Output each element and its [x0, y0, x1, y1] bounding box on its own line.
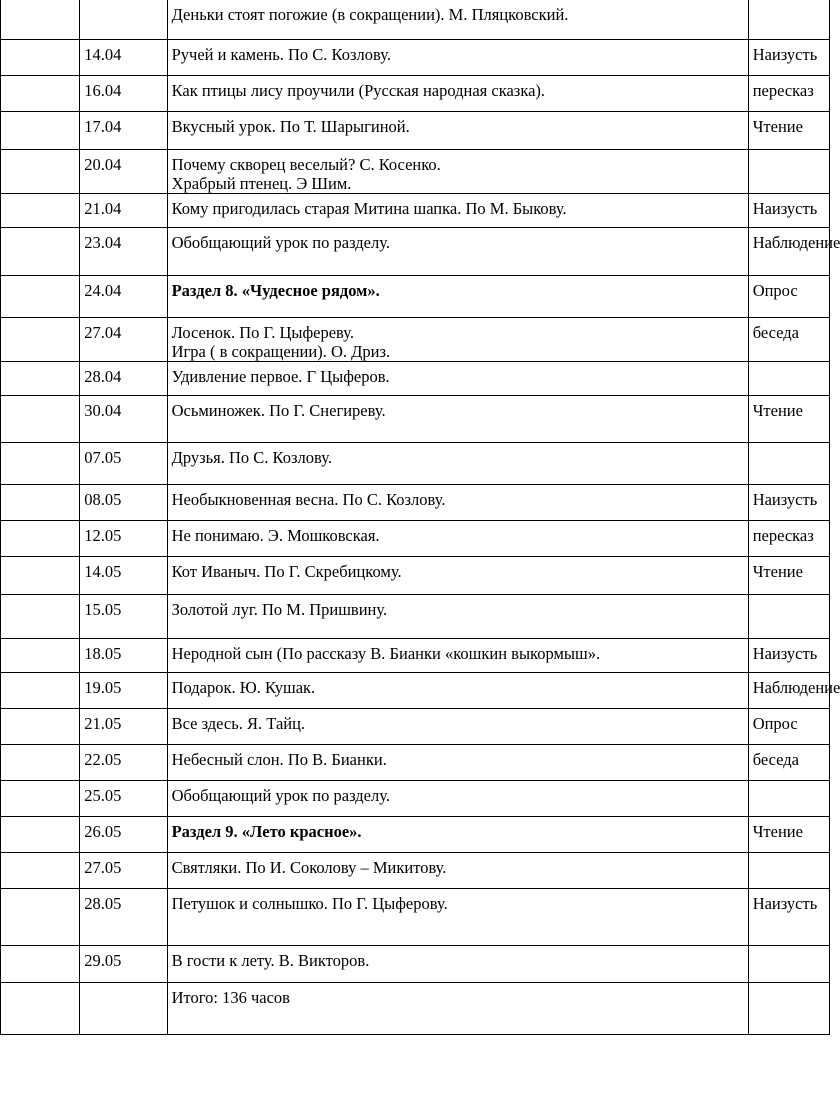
control-form-cell: Наизусть [748, 639, 829, 673]
date-cell: 20.04 [80, 150, 167, 194]
topic-cell [167, 521, 748, 557]
date-cell: 27.05 [80, 853, 167, 889]
topic-line: В гости к лету. В. Викторов. [171, 951, 370, 970]
topic-cell [167, 889, 748, 946]
control-form-cell [748, 150, 829, 194]
table-row [1, 443, 830, 485]
row-number-cell [1, 709, 80, 745]
control-form-cell: Наизусть [748, 889, 829, 946]
control-form-cell [748, 983, 829, 1035]
row-number-cell [1, 194, 80, 228]
topic-cell [167, 396, 748, 443]
date-cell: 07.05 [80, 443, 167, 485]
date-cell: 28.05 [80, 889, 167, 946]
topic-cell [167, 318, 748, 362]
topic-line: Друзья. По С. Козлову. [171, 448, 332, 467]
table-row [1, 983, 830, 1035]
topic-cell [167, 557, 748, 595]
control-form-cell [748, 0, 829, 40]
topic-cell [167, 194, 748, 228]
table-row [1, 40, 830, 76]
row-number-cell [1, 443, 80, 485]
topic-line: Кот Иваныч. По Г. Скребицкому. [171, 562, 402, 581]
topic-line: Почему скворец веселый? С. Косенко. [171, 155, 441, 174]
row-number-cell [1, 521, 80, 557]
control-form-cell: Опрос [748, 276, 829, 318]
topic-line: Петушок и солнышко. По Г. Цыферову. [171, 894, 448, 913]
topic-line: Обобщающий урок по разделу. [171, 786, 390, 805]
topic-line: Ручей и камень. По С. Козлову. [171, 45, 391, 64]
date-cell: 12.05 [80, 521, 167, 557]
control-form-cell: Наизусть [748, 40, 829, 76]
topic-cell [167, 228, 748, 276]
topic-cell [167, 709, 748, 745]
topic-line: Необыкновенная весна. По С. Козлову. [171, 490, 446, 509]
control-form-cell: Чтение [748, 817, 829, 853]
topic-cell [167, 639, 748, 673]
control-form-cell: Наизусть [748, 485, 829, 521]
control-form-cell: беседа [748, 318, 829, 362]
date-cell: 14.04 [80, 40, 167, 76]
topic-cell [167, 485, 748, 521]
date-cell: 25.05 [80, 781, 167, 817]
table-row [1, 194, 830, 228]
topic-cell [167, 781, 748, 817]
control-form-cell: Наблюдение [748, 228, 829, 276]
control-form-cell: Чтение [748, 112, 829, 150]
control-form-cell: пересказ [748, 521, 829, 557]
table-row [1, 781, 830, 817]
table-row [1, 745, 830, 781]
control-form-cell [748, 946, 829, 983]
row-number-cell [1, 946, 80, 983]
date-cell: 24.04 [80, 276, 167, 318]
topic-line: Кому пригодилась старая Митина шапка. По М. Быкову. [171, 199, 567, 218]
control-form-cell [748, 595, 829, 639]
topic-cell [167, 0, 748, 40]
section-heading-cell [167, 817, 748, 853]
row-number-cell [1, 983, 80, 1035]
topic-cell [167, 745, 748, 781]
topic-cell [167, 595, 748, 639]
topic-line: Деньки стоят погожие (в сокращении). М. Пляцковский. [171, 5, 569, 24]
topic-line: Раздел 9. «Лето красное». [171, 822, 362, 841]
table-row [1, 595, 830, 639]
date-cell: 15.05 [80, 595, 167, 639]
lesson-plan-body [1, 0, 840, 1035]
topic-line: Золотой луг. По М. Пришвину. [171, 600, 388, 619]
topic-cell [167, 853, 748, 889]
topic-cell [167, 983, 748, 1035]
row-number-cell [1, 853, 80, 889]
row-number-cell [1, 557, 80, 595]
row-number-cell [1, 889, 80, 946]
control-form-cell: беседа [748, 745, 829, 781]
table-row [1, 318, 830, 362]
table-row [1, 853, 830, 889]
row-number-cell [1, 817, 80, 853]
date-cell: 19.05 [80, 673, 167, 709]
row-number-cell [1, 276, 80, 318]
date-cell: 21.04 [80, 194, 167, 228]
control-form-cell: Чтение [748, 396, 829, 443]
date-cell: 27.04 [80, 318, 167, 362]
table-row [1, 76, 830, 112]
topic-cell [167, 150, 748, 194]
table-row [1, 946, 830, 983]
date-cell: 16.04 [80, 76, 167, 112]
row-number-cell [1, 396, 80, 443]
row-number-cell [1, 150, 80, 194]
topic-line: Итого: 136 часов [171, 988, 290, 1007]
table-row [1, 521, 830, 557]
date-cell: 17.04 [80, 112, 167, 150]
control-form-cell: пересказ [748, 76, 829, 112]
date-cell [80, 983, 167, 1035]
date-cell: 23.04 [80, 228, 167, 276]
table-row [1, 889, 830, 946]
row-number-cell [1, 0, 80, 40]
topic-line: Осьминожек. По Г. Снегиреву. [171, 401, 386, 420]
control-form-cell: Чтение [748, 557, 829, 595]
topic-cell [167, 443, 748, 485]
topic-line: Вкусный урок. По Т. Шарыгиной. [171, 117, 410, 136]
table-row [1, 557, 830, 595]
table-row [1, 485, 830, 521]
row-number-cell [1, 76, 80, 112]
table-row [1, 0, 830, 40]
table-row [1, 396, 830, 443]
row-number-cell [1, 745, 80, 781]
row-number-cell [1, 595, 80, 639]
control-form-cell: Наизусть [748, 194, 829, 228]
date-cell: 30.04 [80, 396, 167, 443]
control-form-cell [748, 781, 829, 817]
date-cell: 08.05 [80, 485, 167, 521]
topic-line: Удивление первое. Г Цыферов. [171, 367, 390, 386]
topic-cell [167, 673, 748, 709]
control-form-cell: Наблюдение [748, 673, 829, 709]
control-form-cell [748, 362, 829, 396]
topic-line: Как птицы лису проучили (Русская народная сказка). [171, 81, 546, 100]
control-form-cell [748, 443, 829, 485]
date-cell: 14.05 [80, 557, 167, 595]
control-form-cell: Опрос [748, 709, 829, 745]
topic-line: Святляки. По И. Соколову – Микитову. [171, 858, 447, 877]
row-number-cell [1, 228, 80, 276]
date-cell: 26.05 [80, 817, 167, 853]
table-row [1, 228, 830, 276]
topic-line: Лосенок. По Г. Цыфереву. [171, 323, 354, 342]
topic-cell [167, 112, 748, 150]
table-row [1, 709, 830, 745]
topic-line: Игра ( в сокращении). О. Дриз. [171, 342, 391, 361]
row-number-cell [1, 781, 80, 817]
table-row [1, 817, 830, 853]
topic-line: Неродной сын (По рассказу В. Бианки «кошкин выкормыш». [171, 644, 601, 663]
row-number-cell [1, 318, 80, 362]
topic-cell [167, 76, 748, 112]
row-number-cell [1, 112, 80, 150]
control-form-cell [748, 853, 829, 889]
table-row [1, 112, 830, 150]
date-cell: 22.05 [80, 745, 167, 781]
date-cell: 21.05 [80, 709, 167, 745]
row-number-cell [1, 40, 80, 76]
date-cell: 28.04 [80, 362, 167, 396]
topic-line: Храбрый птенец. Э Шим. [171, 174, 352, 193]
section-heading-cell [167, 276, 748, 318]
date-cell: 18.05 [80, 639, 167, 673]
topic-line: Не понимаю. Э. Мошковская. [171, 526, 380, 545]
topic-cell [167, 946, 748, 983]
topic-line: Раздел 8. «Чудесное рядом». [171, 281, 380, 300]
topic-cell [167, 362, 748, 396]
date-cell [80, 0, 167, 40]
table-row [1, 150, 830, 194]
topic-line: Обобщающий урок по разделу. [171, 233, 390, 252]
topic-line: Небесный слон. По В. Бианки. [171, 750, 387, 769]
topic-line: Подарок. Ю. Кушак. [171, 678, 316, 697]
table-row [1, 362, 830, 396]
table-row [1, 276, 830, 318]
row-number-cell [1, 362, 80, 396]
row-number-cell [1, 639, 80, 673]
date-cell: 29.05 [80, 946, 167, 983]
row-number-cell [1, 673, 80, 709]
table-row [1, 673, 830, 709]
topic-cell [167, 40, 748, 76]
table-row [1, 639, 830, 673]
row-number-cell [1, 485, 80, 521]
topic-line: Все здесь. Я. Тайц. [171, 714, 306, 733]
